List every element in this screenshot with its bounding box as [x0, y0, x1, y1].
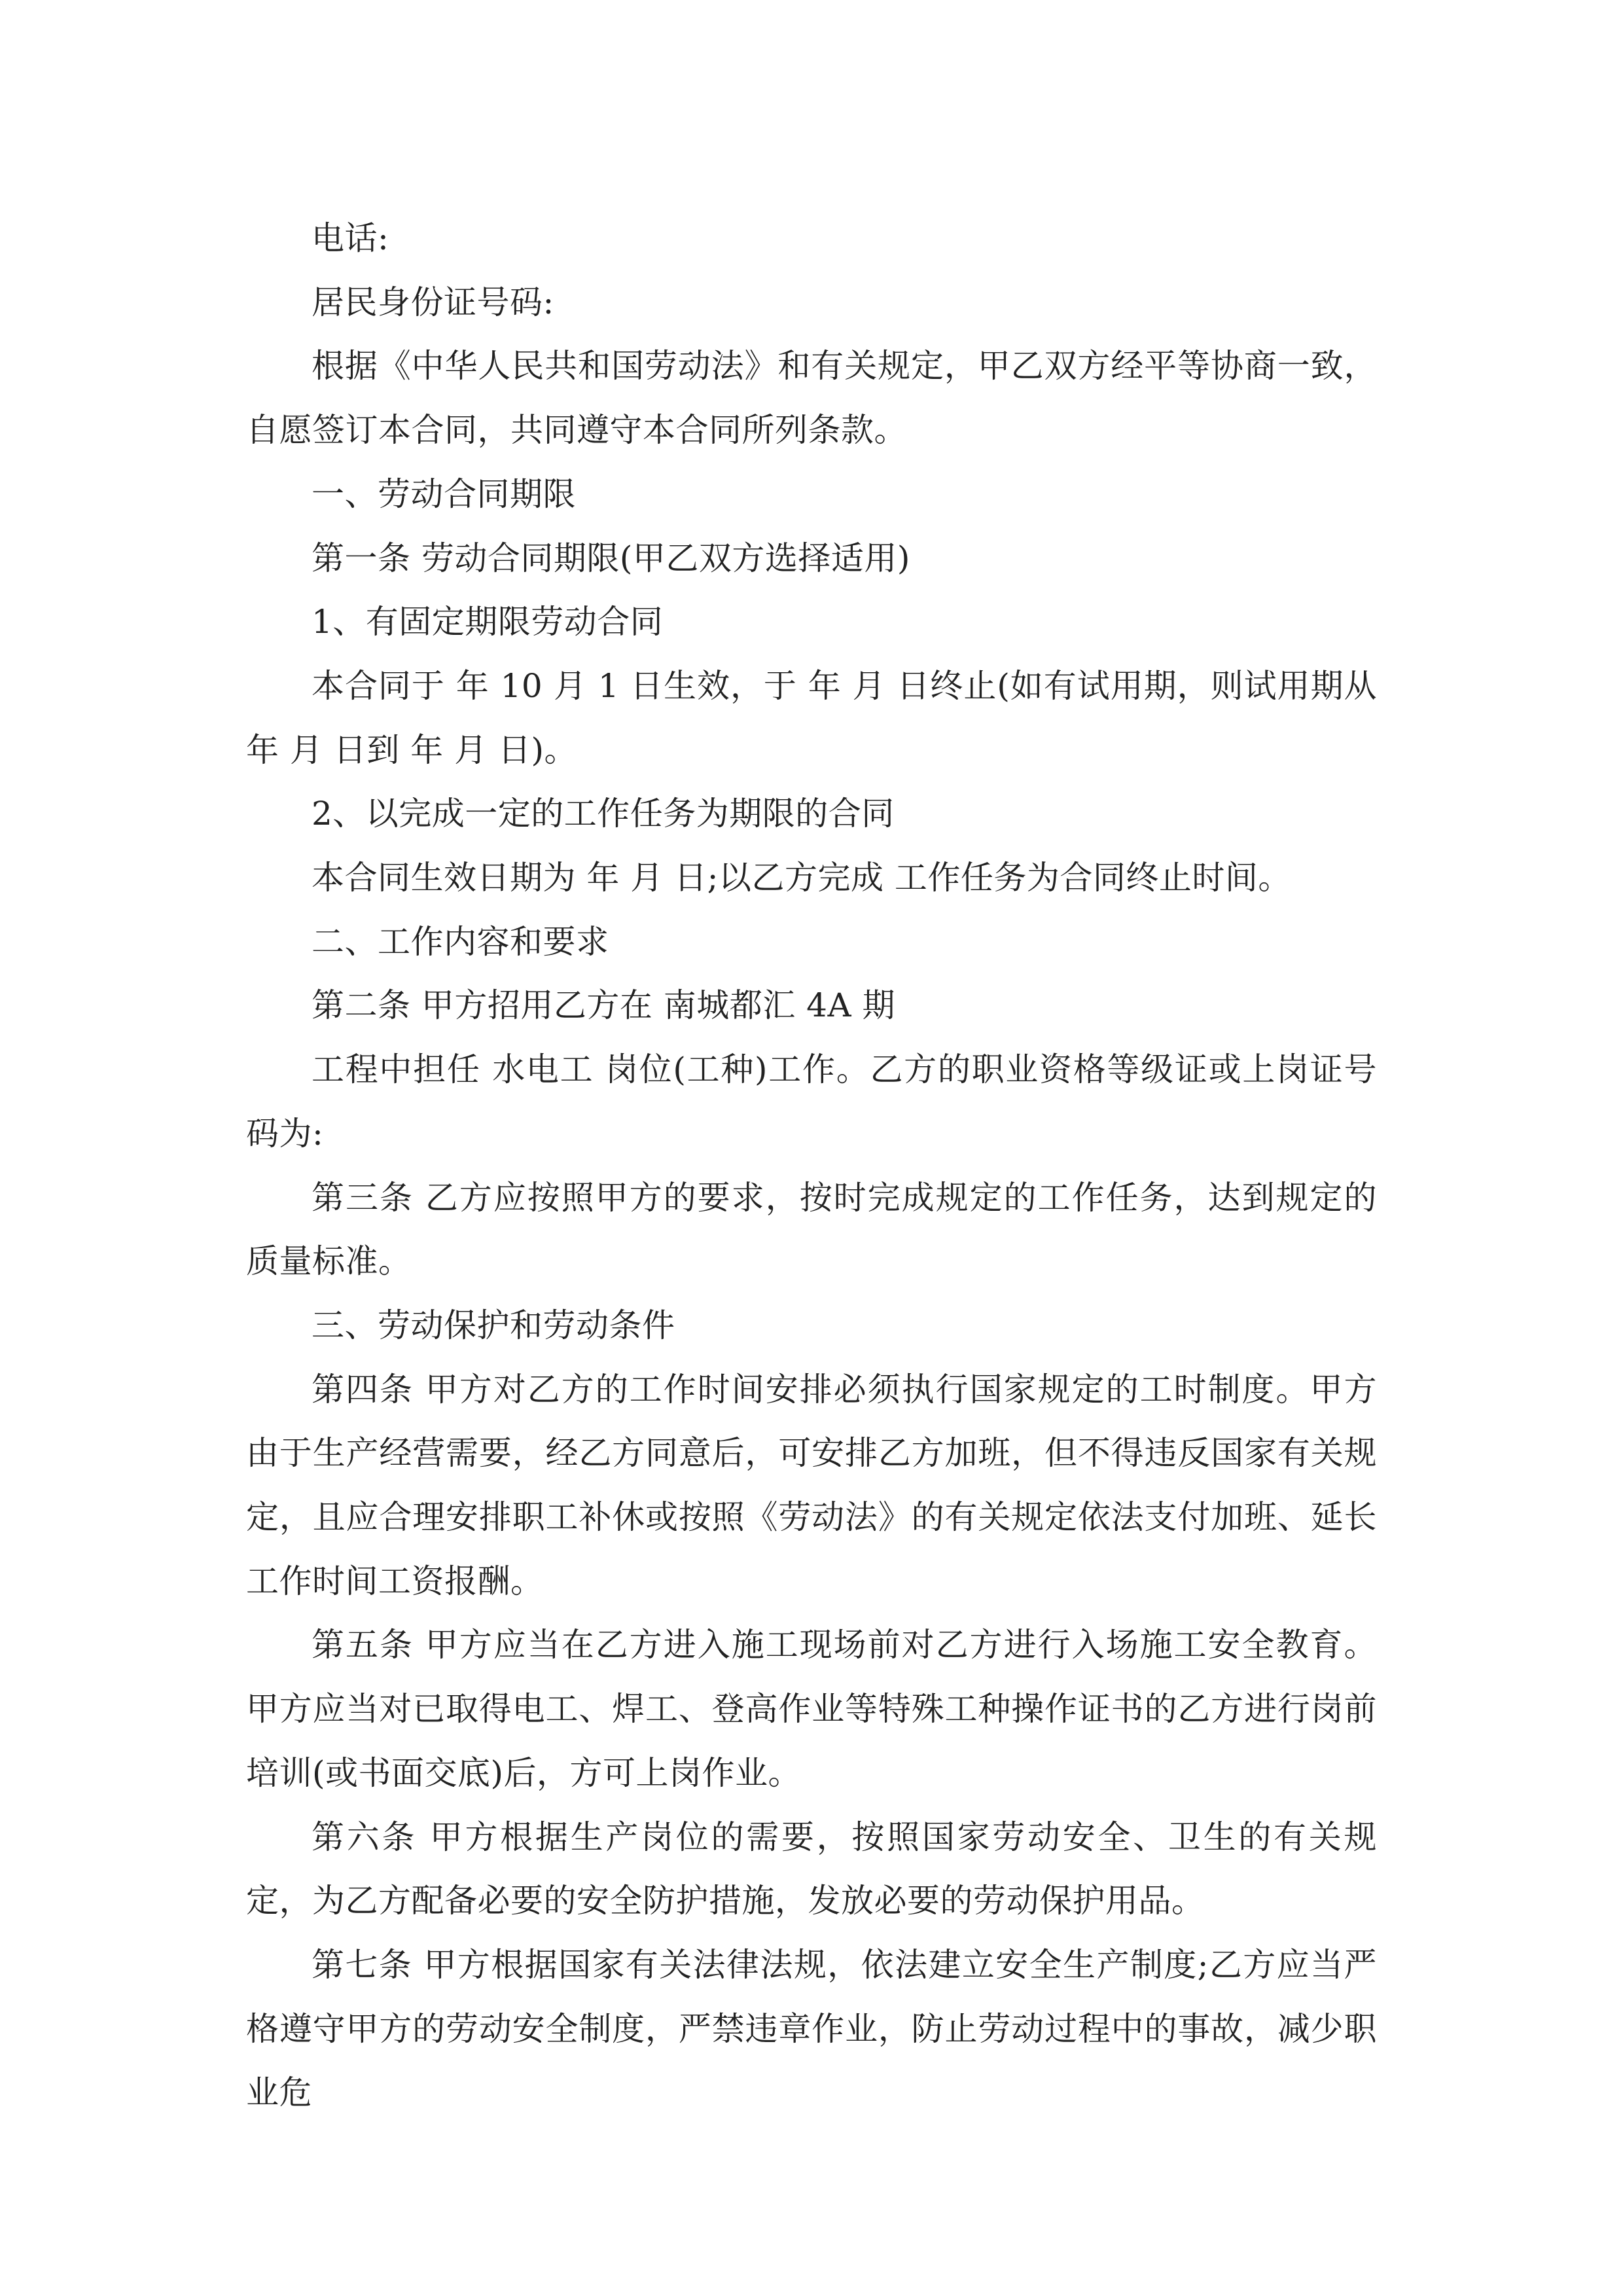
- article-1-option-1-text: 本合同于 年 10 月 1 日生效，于 年 月 日终止(如有试用期，则试用期从 年 月 日到 年 月 日)。: [246, 666, 1377, 769]
- article-1-option-2: 2、以完成一定的工作任务为期限的合同: [312, 795, 895, 833]
- article-3: 第三条 乙方应按照甲方的要求，按时完成规定的工作任务，达到规定的质量标准。: [246, 1178, 1377, 1281]
- id-number-line: 居民身份证号码:: [312, 283, 554, 321]
- article-1-option-2-text: 本合同生效日期为 年 月 日;以乙方完成 工作任务为合同终止时间。: [312, 859, 1291, 897]
- article-2: 第二条 甲方招用乙方在 南城都汇 4A 期: [312, 986, 895, 1025]
- article-4: 第四条 甲方对乙方的工作时间安排必须执行国家规定的工时制度。甲方由于生产经营需要，经乙方同意后，可安排乙方加班，但不得违反国家有关规定，且应合理安排职工补休或按照《劳动法》的有关规定依法支付加班、延长工作时间工资报酬。: [246, 1370, 1377, 1600]
- article-6: 第六条 甲方根据生产岗位的需要，按照国家劳动安全、卫生的有关规定，为乙方配备必要的安全防护措施，发放必要的劳动保护用品。: [246, 1818, 1377, 1920]
- phone-line: 电话:: [312, 219, 389, 257]
- document-page: [246, 207, 1377, 2125]
- article-7: 第七条 甲方根据国家有关法律法规，依法建立安全生产制度;乙方应当严格遵守甲方的劳动安全制度，严禁违章作业，防止劳动过程中的事故，减少职业危: [246, 1945, 1377, 2112]
- section-heading-3: 三、劳动保护和劳动条件: [312, 1306, 675, 1344]
- article-1: 第一条 劳动合同期限(甲乙双方选择适用): [312, 539, 910, 577]
- article-1-option-1: 1、有固定期限劳动合同: [312, 603, 664, 641]
- preamble-paragraph: 根据《中华人民共和国劳动法》和有关规定，甲乙双方经平等协商一致，自愿签订本合同，共同遵守本合同所列条款。: [246, 347, 1377, 450]
- article-5: 第五条 甲方应当在乙方进入施工现场前对乙方进行入场施工安全教育。甲方应当对已取得电工、焊工、登高作业等特殊工种操作证书的乙方进行岗前培训(或书面交底)后，方可上岗作业。: [246, 1626, 1377, 1792]
- section-heading-2: 二、工作内容和要求: [312, 922, 609, 961]
- section-heading-1: 一、劳动合同期限: [312, 475, 576, 513]
- article-2-continued: 工程中担任 水电工 岗位(工种)工作。乙方的职业资格等级证或上岗证号码为:: [246, 1050, 1377, 1153]
